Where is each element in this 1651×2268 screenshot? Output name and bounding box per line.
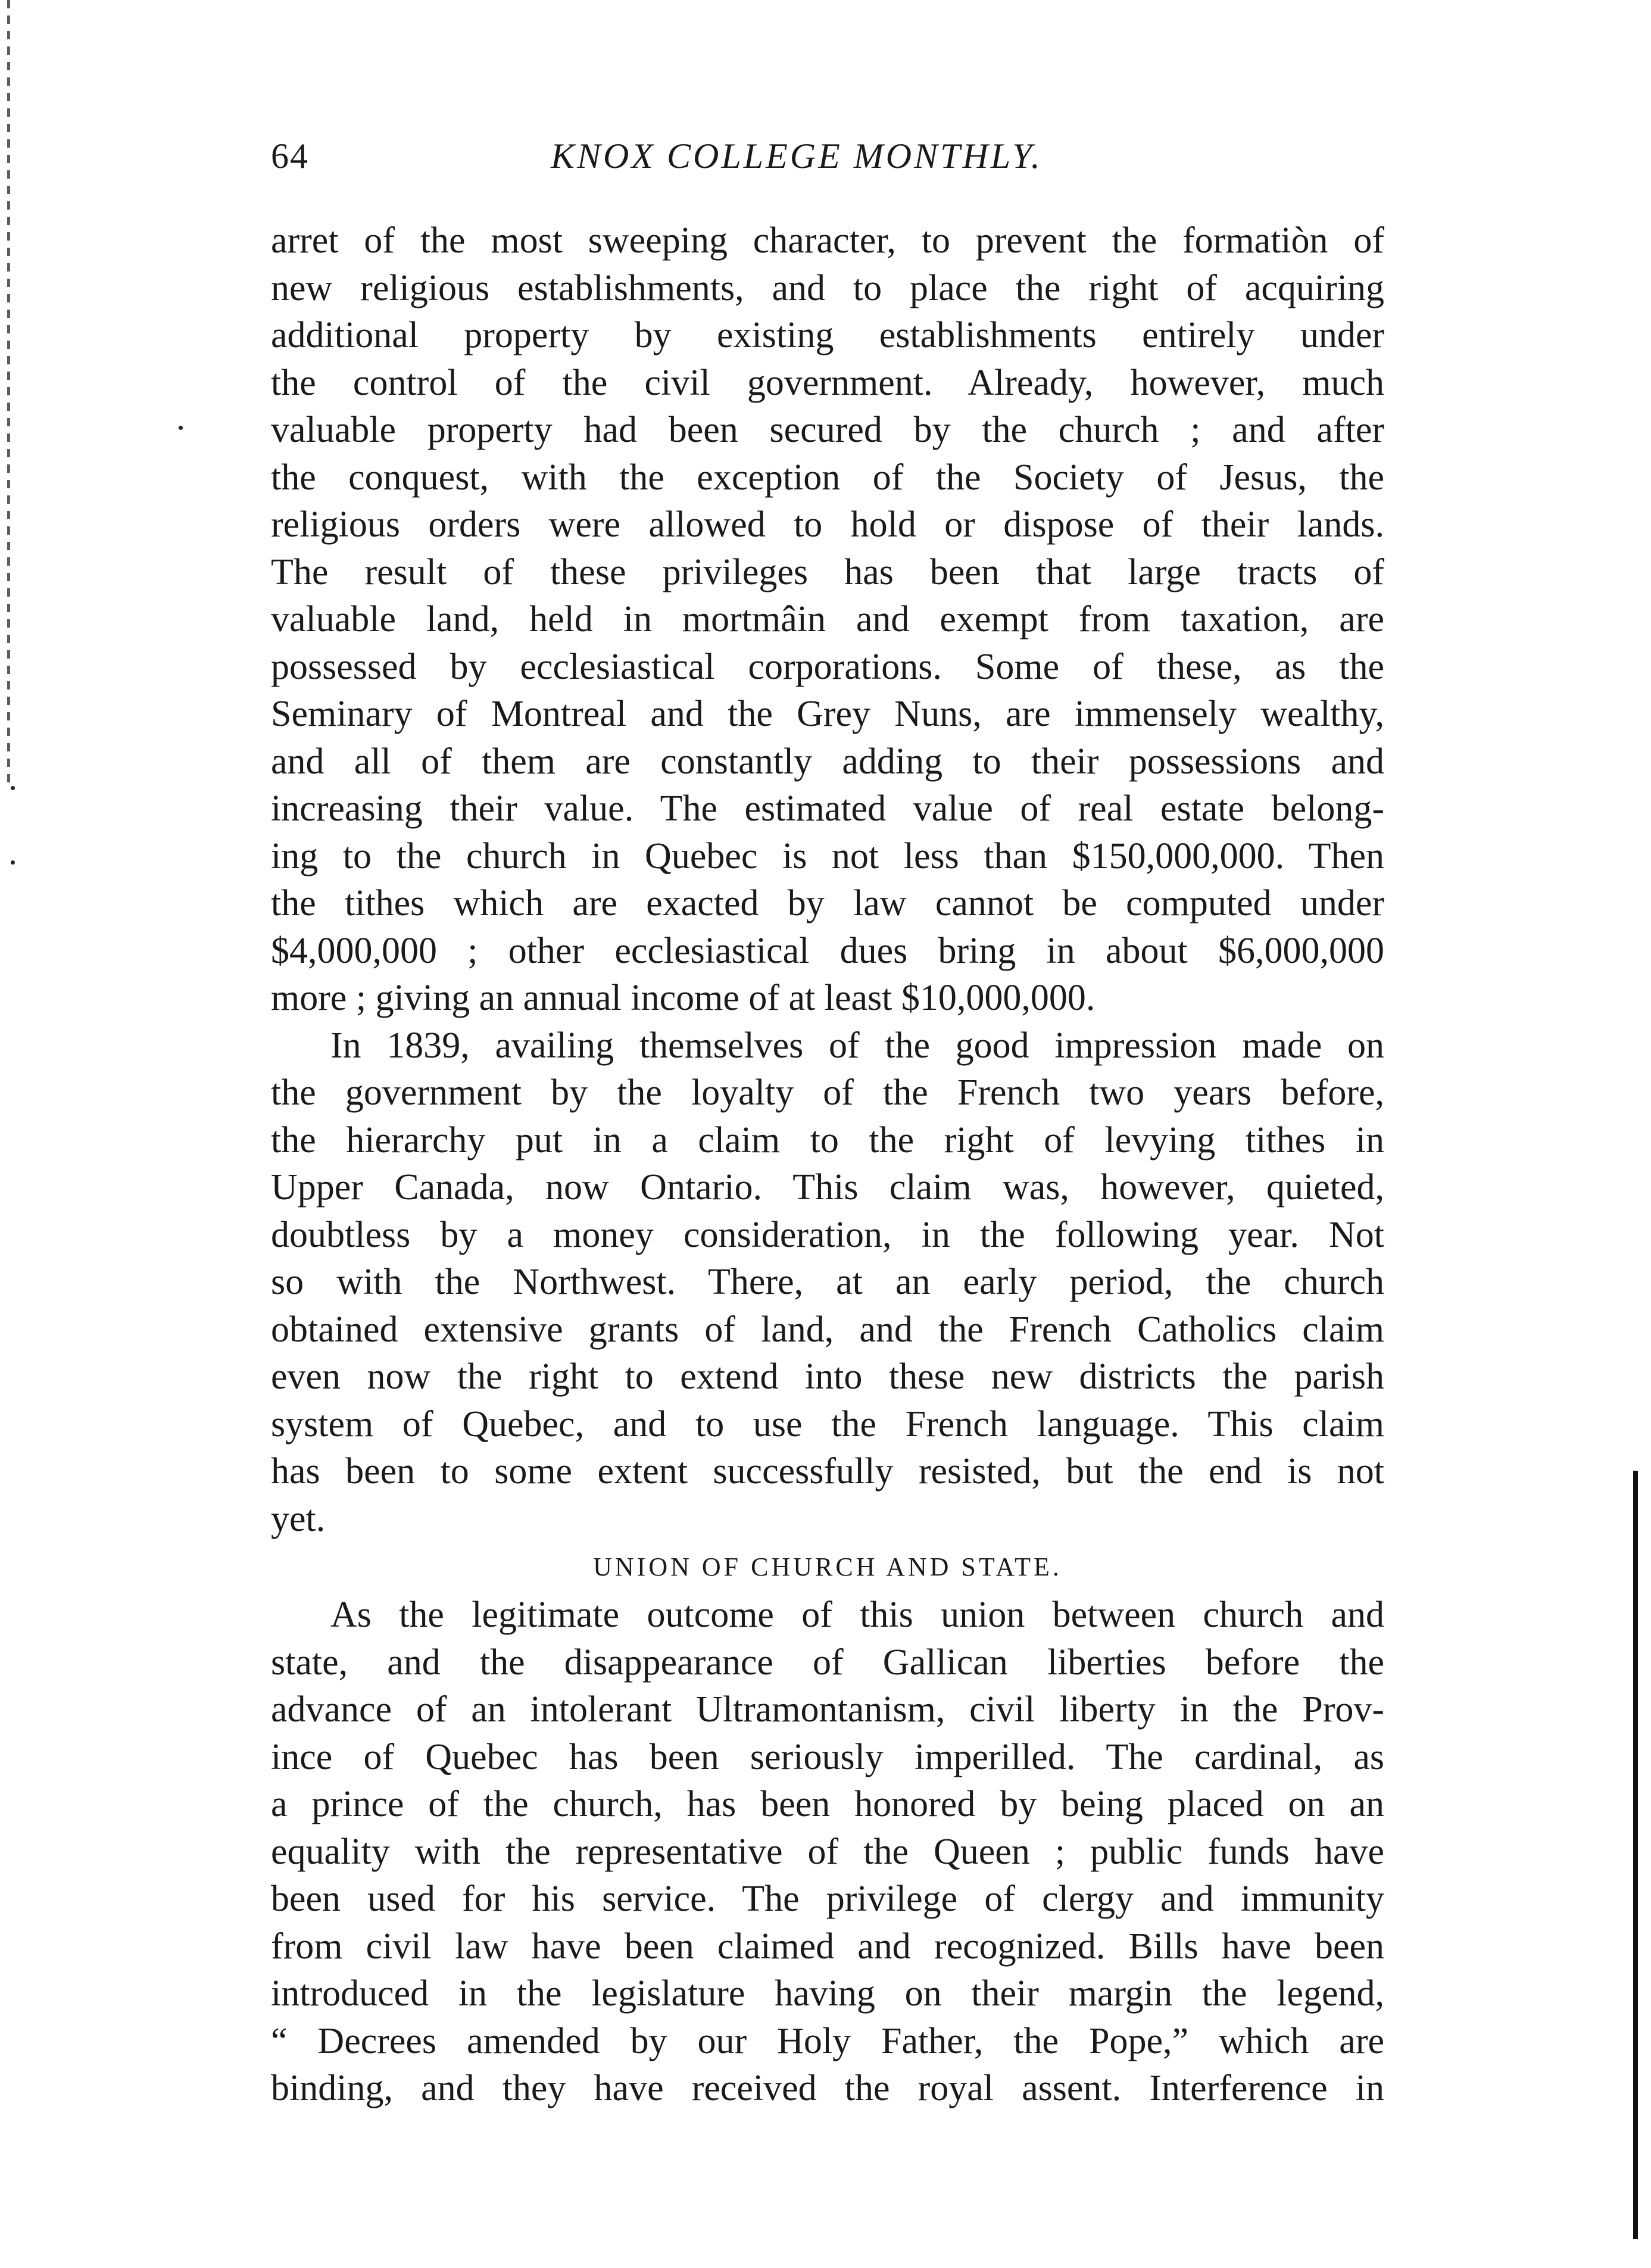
scan-edge-mark-right [1633, 1471, 1638, 2239]
text-line: The result of these privileges has been that large tracts of [271, 551, 1384, 592]
paragraph-3 [271, 1592, 1384, 2113]
text-line: Seminary of Montreal and the Grey Nuns, are immensely wealthy, [271, 694, 1384, 734]
text-line: yet. [271, 1498, 326, 1539]
text-line: As the legitimate outcome of this union between church and [330, 1595, 1384, 1635]
text-line: “ Decrees amended by our Holy Father, the Pope,” which are [271, 2020, 1384, 2061]
text-line: possessed by ecclesiastical corporations. Some of these, as the [271, 646, 1384, 687]
text-line: equality with the representative of the Queen ; public funds have [271, 1831, 1384, 1872]
text-line: ince of Quebec has been seriously imperilled. The cardinal, as [271, 1736, 1384, 1777]
text-line: a prince of the church, has been honored by being placed on an [271, 1784, 1384, 1824]
text-line: has been to some extent successfully resisted, but the end is not [271, 1451, 1384, 1492]
text-line: In 1839, availing themselves of the good impression made on [330, 1025, 1384, 1066]
text-line: advance of an intolerant Ultramontanism, civil liberty in the Prov- [271, 1689, 1384, 1730]
scan-speck [179, 426, 183, 430]
page-header [271, 136, 1384, 189]
text-line: increasing their value. The estimated value of real estate belong- [271, 788, 1384, 829]
text-line: Upper Canada, now Ontario. This claim was, however, quieted, [271, 1167, 1384, 1208]
text-line: binding, and they have received the royal assent. Interference in [271, 2068, 1384, 2108]
text-line: so with the Northwest. There, at an early period, the church [271, 1262, 1384, 1302]
scan-speck [11, 860, 15, 865]
text-line: arret of the most sweeping character, to prevent the formatiòn of [271, 220, 1384, 261]
text-line: new religious establishments, and to place the right of acquiring [271, 267, 1384, 308]
text-line: and all of them are constantly adding to their possessions and [271, 741, 1384, 782]
text-line: doubtless by a money consideration, in the following year. Not [271, 1214, 1384, 1255]
text-line: valuable property had been secured by the church ; and after [271, 410, 1384, 450]
text-line: the hierarchy put in a claim to the right of levying tithes in [271, 1119, 1384, 1160]
text-line: been used for his service. The privilege of clergy and immunity [271, 1879, 1384, 1919]
text-line: the control of the civil government. Already, however, much [271, 362, 1384, 403]
paragraph-2 [271, 1022, 1384, 1543]
scan-edge-mark-left [7, 0, 10, 786]
text-line: the conquest, with the exception of the Society of Jesus, the [271, 457, 1384, 498]
text-line: even now the right to extend into these new districts the parish [271, 1356, 1384, 1397]
text-line: valuable land, held in mortmâin and exempt from taxation, are [271, 599, 1384, 639]
running-head: KNOX COLLEGE MONTHLY. [551, 136, 1043, 176]
text-line: from civil law have been claimed and recognized. Bills have been [271, 1926, 1384, 1967]
text-line: system of Quebec, and to use the French language. This claim [271, 1403, 1384, 1445]
scan-speck [11, 786, 15, 790]
text-line: ing to the church in Quebec is not less than $150,000,000. Then [271, 835, 1384, 876]
text-line: introduced in the legislature having on their margin the legend, [271, 1973, 1384, 2014]
text-line: $4,000,000 ; other ecclesiastical dues bring in about $6,000,000 [271, 930, 1384, 971]
text-line: obtained extensive grants of land, and the French Catholics claim [271, 1309, 1384, 1350]
body-text [271, 217, 1384, 2113]
text-line: state, and the disappearance of Gallican liberties before the [271, 1642, 1384, 1683]
section-heading: UNION OF CHURCH AND STATE. [593, 1552, 1062, 1581]
text-line: religious orders were allowed to hold or dispose of their lands. [271, 504, 1384, 545]
text-line: the government by the loyalty of the French two years before, [271, 1072, 1384, 1113]
text-line: more ; giving an annual income of at least $10,000,000. [271, 978, 1096, 1018]
paragraph-1 [271, 217, 1384, 1022]
text-line: the tithes which are exacted by law cannot be computed under [271, 883, 1384, 924]
page-number: 64 [271, 136, 309, 176]
text-line: additional property by existing establishments entirely under [271, 315, 1384, 355]
